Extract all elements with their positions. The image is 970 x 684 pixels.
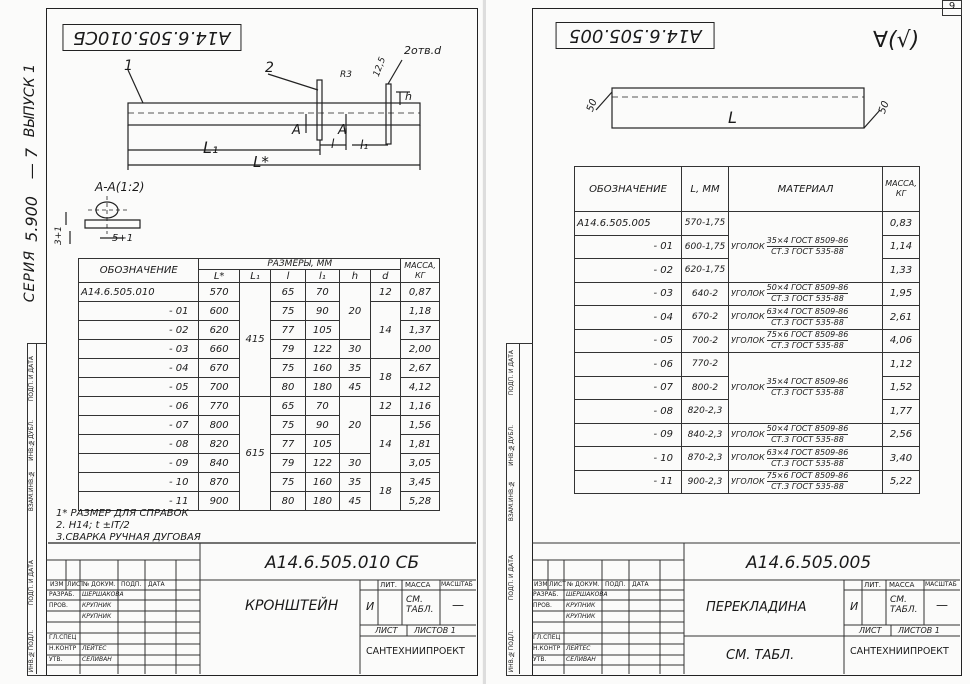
left-tb-head-5: ДАТА [148, 581, 165, 588]
cell-l: 79 [271, 340, 305, 359]
lh-L: L* [199, 270, 239, 283]
cell-d: 12 [370, 283, 400, 302]
cell-designation: - 10 [575, 447, 682, 471]
lh-dims: РАЗМЕРЫ, ММ [199, 259, 401, 270]
right-tb-head-3: № ДОКУМ. [567, 581, 600, 588]
cell-mass: 1,14 [883, 235, 920, 259]
cell-mass: 1,12 [883, 353, 920, 377]
left-tb-mass-val: СМ. ТАБЛ. [406, 595, 434, 615]
cell-l1: 180 [305, 378, 340, 397]
material-top: 50×4 ГОСТ 8509-86 [766, 283, 849, 293]
material-top: 35×4 ГОСТ 8509-86 [766, 236, 849, 246]
cell-l: 77 [271, 435, 305, 454]
cell-mass: 5,22 [883, 470, 920, 494]
right-table-row [575, 423, 920, 447]
callout-A2: A [338, 123, 347, 138]
left-strip-4: ПОДП. И ДАТА [28, 560, 35, 606]
right-tb-mass-val: СМ. ТАБЛ. [890, 595, 918, 615]
callout-2: 2 [265, 60, 274, 76]
cell-designation: - 05 [575, 329, 682, 353]
rh-mass: МАССА, КГ [883, 167, 920, 212]
right-table-row [575, 470, 920, 494]
cell-designation: - 03 [79, 340, 199, 359]
cell-designation: - 08 [79, 435, 199, 454]
right-tb-person-5: СЕЛИВАН [566, 656, 596, 663]
note-1: 1* РАЗМЕР ДЛЯ СПРАВОК [56, 508, 189, 519]
cell-designation: - 03 [575, 282, 682, 306]
cell-h: 20 [340, 397, 370, 454]
left-stamp-code: А14.6.505.010СБ [73, 27, 231, 48]
cell-l1: 160 [305, 473, 340, 492]
cell-L: 670-2 [682, 306, 729, 330]
left-tb-massa: МАССА [405, 581, 431, 589]
cell-mass: 1,77 [883, 400, 920, 424]
right-tb-person-4: ЛЕЙТЕС [566, 645, 591, 652]
right-strip-1: ВЗАМ.ИНВ.№ [508, 480, 515, 522]
left-tb-person-3: КРУПНИК [82, 613, 112, 620]
left-tb-listov: ЛИСТОВ 1 [414, 626, 456, 635]
cell-L: 640-2 [682, 282, 729, 306]
cell-mass: 1,16 [401, 397, 440, 416]
cell-h: 30 [340, 454, 370, 473]
right-tb-lit: ЛИТ. [864, 581, 882, 589]
cell-L: 620-1,75 [682, 259, 729, 283]
lh-l1: l₁ [305, 270, 340, 283]
cell-mass: 4,06 [883, 329, 920, 353]
left-tb-letter: И [366, 600, 375, 613]
cell-L: 820-2,3 [682, 400, 729, 424]
roughness-mark: ∀(√) [873, 28, 920, 53]
cell-mass: 1,56 [401, 416, 440, 435]
callout-l: l [331, 137, 335, 151]
right-tb-listov: ЛИСТОВ 1 [898, 626, 940, 635]
note-3: 3.СВАРКА РУЧНАЯ ДУГОВАЯ [56, 532, 201, 543]
cell-L: 770-2 [682, 353, 729, 377]
cell-designation: - 08 [575, 400, 682, 424]
lh-h: h [340, 270, 370, 283]
cell-designation: - 06 [575, 353, 682, 377]
cell-L: 800 [199, 416, 239, 435]
left-tb-scale-val: — [452, 598, 464, 612]
right-strip-4: ПОДП. И ДАТА [508, 555, 515, 601]
cell-l1: 105 [305, 435, 340, 454]
cell-L: 700-2 [682, 329, 729, 353]
cell-material [729, 447, 883, 471]
cell-d: 12 [370, 397, 400, 416]
callout-1: 1 [124, 58, 133, 74]
cell-l1: 90 [305, 416, 340, 435]
section-label: A-A(1:2) [95, 180, 145, 194]
cell-material [729, 353, 883, 424]
cell-L: 800-2 [682, 376, 729, 400]
cell-L: 570 [199, 283, 239, 302]
left-tb-role-1: РАЗРАБ. [49, 591, 75, 598]
lh-L1: L₁ [239, 270, 271, 283]
crossbar-angle [612, 88, 864, 128]
material-prefix: УГОЛОК [731, 382, 765, 392]
right-tb-material: СМ. ТАБЛ. [726, 648, 795, 663]
left-tb-org: САНТЕХНИИПРОЕКТ [366, 646, 465, 657]
right-tb-head-1: ИЗМ [534, 581, 548, 588]
right-table-row [575, 329, 920, 353]
series-dash: — 7 [22, 148, 41, 180]
material-prefix: УГОЛОК [731, 476, 765, 486]
cell-l: 65 [271, 283, 305, 302]
cell-designation: - 05 [79, 378, 199, 397]
material-bottom: СТ.3 ГОСТ 535-88 [771, 482, 844, 492]
callout-L1: L₁ [203, 138, 219, 157]
lh-designation: ОБОЗНАЧЕНИЕ [79, 259, 199, 283]
series-label: СЕРИЯ [22, 250, 38, 303]
callout-Lstar: L* [253, 153, 269, 171]
cell-designation: - 09 [575, 423, 682, 447]
right-strip-5: ИНВ.№ПОДЛ. [508, 630, 515, 673]
right-tb-head-2: ЛИСТ [549, 581, 566, 588]
left-strip-5: ИНВ.№ПОДЛ. [28, 630, 35, 673]
cell-designation: - 04 [575, 306, 682, 330]
cell-L: 840 [199, 454, 239, 473]
cell-l1: 180 [305, 492, 340, 511]
cell-mass: 2,56 [883, 423, 920, 447]
left-tb-lit: ЛИТ. [380, 581, 398, 589]
left-tb-code: А14.6.505.010 СБ [265, 553, 420, 573]
left-tb-person-5: СЕЛИВАН [82, 656, 112, 663]
rh-L: L, ММ [682, 167, 729, 212]
callout-r3: R3 [340, 70, 352, 80]
left-tb-role-2: ПРОВ. [49, 602, 68, 609]
cell-designation: - 02 [575, 259, 682, 283]
left-tb-head-4: ПОДП. [121, 581, 142, 588]
cell-designation: - 01 [575, 235, 682, 259]
right-tb-org: САНТЕХНИИПРОЕКТ [850, 646, 949, 657]
cell-l: 79 [271, 454, 305, 473]
cell-mass: 3,45 [401, 473, 440, 492]
cell-material [729, 470, 883, 494]
cell-mass: 0,87 [401, 283, 440, 302]
material-top: 50×4 ГОСТ 8509-86 [766, 424, 849, 434]
right-sheet [486, 0, 970, 684]
cell-mass: 3,40 [883, 447, 920, 471]
cell-h: 45 [340, 378, 370, 397]
cell-h: 20 [340, 283, 370, 340]
cell-h: 35 [340, 473, 370, 492]
callout-h: h [405, 90, 412, 103]
cell-material [729, 329, 883, 353]
note-2: 2. H14; t ±IT/2 [56, 520, 130, 531]
right-table-row [575, 282, 920, 306]
cell-h: 45 [340, 492, 370, 511]
cell-l: 75 [271, 416, 305, 435]
right-table-row [575, 212, 920, 236]
length-L: L [728, 108, 737, 127]
material-prefix: УГОЛОК [731, 288, 765, 298]
right-tb-masshtab: МАСШТАБ [925, 581, 957, 588]
right-tb-head-5: ДАТА [632, 581, 649, 588]
cell-designation: - 06 [79, 397, 199, 416]
lh-d: d [370, 270, 400, 283]
cell-mass: 2,00 [401, 340, 440, 359]
lh-l: l [271, 270, 305, 283]
lh-mass: МАССА, КГ [401, 259, 440, 283]
cell-l: 75 [271, 473, 305, 492]
cell-l: 75 [271, 302, 305, 321]
left-sheet [0, 0, 482, 684]
right-tb-letter: И [850, 600, 859, 613]
cell-L: 900 [199, 492, 239, 511]
right-tb-role-2: ПРОВ. [533, 602, 552, 609]
left-tb-head-1: ИЗМ [50, 581, 64, 588]
right-tb-person-1: ШЕРШАКОВА [566, 591, 608, 598]
cell-material [729, 212, 883, 283]
material-bottom: СТ.3 ГОСТ 535-88 [771, 388, 844, 398]
cell-L: 900-2,3 [682, 470, 729, 494]
left-strip-2: ИНВ.№ДУБЛ. [28, 420, 35, 461]
dim-5: 5+1 [112, 233, 134, 244]
material-top: 35×4 ГОСТ 8509-86 [766, 377, 849, 387]
angle-right: 50 [877, 99, 892, 116]
material-top: 75×6 ГОСТ 8509-86 [766, 471, 849, 481]
series-number: 5.900 [22, 196, 41, 242]
cell-l1: 122 [305, 454, 340, 473]
right-tb-person-3: КРУПНИК [566, 613, 596, 620]
left-tb-person-2: КРУПНИК [82, 602, 112, 609]
cell-material [729, 282, 883, 306]
cell-mass: 1,52 [883, 376, 920, 400]
right-stamp-code: А14.6.505.005 [569, 25, 702, 46]
material-bottom: СТ.3 ГОСТ 535-88 [771, 317, 844, 327]
left-tb-name: КРОНШТЕЙН [245, 598, 339, 614]
cell-d: 14 [370, 416, 400, 473]
material-bottom: СТ.3 ГОСТ 535-88 [771, 247, 844, 257]
cell-mass: 1,33 [883, 259, 920, 283]
cell-d: 14 [370, 302, 400, 359]
rh-material: МАТЕРИАЛ [729, 167, 883, 212]
left-tb-gip: ГЛ.СПЕЦ [49, 634, 77, 641]
angle-left: 50 [585, 97, 600, 114]
cell-l: 77 [271, 321, 305, 340]
left-tb-list: ЛИСТ [375, 626, 398, 635]
cell-mass: 1,18 [401, 302, 440, 321]
cell-mass: 2,61 [883, 306, 920, 330]
right-tb-scale-val: — [936, 598, 948, 612]
cell-l1: 70 [305, 283, 340, 302]
cell-l1: 90 [305, 302, 340, 321]
cell-designation: А14.6.505.010 [79, 283, 199, 302]
cell-l: 80 [271, 378, 305, 397]
cell-L: 670 [199, 359, 239, 378]
cell-L: 570-1,75 [682, 212, 729, 236]
cell-l1: 70 [305, 397, 340, 416]
right-tb-head-4: ПОДП. [605, 581, 626, 588]
material-bottom: СТ.3 ГОСТ 535-88 [771, 458, 844, 468]
page-number: 9 [948, 1, 956, 12]
right-tb-role-4: УТВ. [533, 656, 547, 663]
cell-designation: - 07 [79, 416, 199, 435]
right-spec-table [574, 166, 920, 494]
right-tb-name: ПЕРЕКЛАДИНА [706, 600, 807, 615]
cell-designation: - 11 [79, 492, 199, 511]
cell-designation: - 11 [575, 470, 682, 494]
material-bottom: СТ.3 ГОСТ 535-88 [771, 294, 844, 304]
cell-mass: 2,67 [401, 359, 440, 378]
material-bottom: СТ.3 ГОСТ 535-88 [771, 341, 844, 351]
left-tb-role-4: УТВ. [49, 656, 63, 663]
cell-L: 660 [199, 340, 239, 359]
cell-L: 700 [199, 378, 239, 397]
right-strip-3: ПОДП. И ДАТА [508, 350, 515, 396]
cell-L: 620 [199, 321, 239, 340]
right-strip-2: ИНВ.№ДУБЛ. [508, 425, 515, 466]
cell-designation: - 09 [79, 454, 199, 473]
right-tb-role-3: Н.КОНТР [533, 645, 561, 652]
right-tb-list: ЛИСТ [859, 626, 882, 635]
material-top: 75×6 ГОСТ 8509-86 [766, 330, 849, 340]
material-prefix: УГОЛОК [731, 335, 765, 345]
callout-l1: l₁ [360, 138, 369, 152]
cell-mass: 4,12 [401, 378, 440, 397]
cell-L: 820 [199, 435, 239, 454]
left-tb-person-4: ЛЕЙТЕС [82, 645, 107, 652]
material-prefix: УГОЛОК [731, 429, 765, 439]
cell-L1: 615 [239, 397, 271, 511]
cell-L: 600 [199, 302, 239, 321]
cell-mass: 3,05 [401, 454, 440, 473]
left-tb-head-3: № ДОКУМ. [83, 581, 116, 588]
cell-d: 18 [370, 473, 400, 511]
material-top: 63×4 ГОСТ 8509-86 [766, 306, 849, 316]
cell-L: 870-2,3 [682, 447, 729, 471]
cell-d: 18 [370, 359, 400, 397]
cell-L: 870 [199, 473, 239, 492]
cell-designation: А14.6.505.005 [575, 212, 682, 236]
right-table-row [575, 353, 920, 377]
right-tb-role-1: РАЗРАБ. [533, 591, 559, 598]
material-prefix: УГОЛОК [731, 312, 765, 322]
left-strip-1: ВЗАМ.ИНВ.№ [28, 470, 35, 512]
right-table-row [575, 306, 920, 330]
cell-l: 80 [271, 492, 305, 511]
right-tb-person-2: КРУПНИК [566, 602, 596, 609]
issue-label: ВЫПУСК 1 [22, 64, 38, 138]
left-tb-role-3: Н.КОНТР [49, 645, 77, 652]
cell-h: 30 [340, 340, 370, 359]
rh-designation: ОБОЗНАЧЕНИЕ [575, 167, 682, 212]
cell-L: 840-2,3 [682, 423, 729, 447]
cell-h: 35 [340, 359, 370, 378]
left-tb-person-1: ШЕРШАКОВА [82, 591, 124, 598]
cell-designation: - 02 [79, 321, 199, 340]
cell-L: 770 [199, 397, 239, 416]
left-strip-3: ПОДП. И ДАТА [28, 356, 35, 402]
material-prefix: УГОЛОК [731, 453, 765, 463]
callout-A: A [292, 123, 301, 138]
right-tb-massa: МАССА [889, 581, 915, 589]
cell-mass: 1,37 [401, 321, 440, 340]
cell-l: 65 [271, 397, 305, 416]
material-bottom: СТ.3 ГОСТ 535-88 [771, 435, 844, 445]
right-tb-code: А14.6.505.005 [746, 553, 872, 573]
material-top: 63×4 ГОСТ 8509-86 [766, 447, 849, 457]
material-prefix: УГОЛОК [731, 241, 765, 251]
callout-r12: 12,5 [371, 55, 389, 79]
cell-L1: 415 [239, 283, 271, 397]
cell-l1: 122 [305, 340, 340, 359]
cell-designation: - 04 [79, 359, 199, 378]
cell-material [729, 306, 883, 330]
left-tb-head-2: ЛИСТ [67, 581, 84, 588]
cell-material [729, 423, 883, 447]
right-table-row [575, 447, 920, 471]
dim-3: 3+1 [54, 226, 64, 245]
callout-holes: 2отв.d [404, 44, 442, 57]
cell-L: 600-1,75 [682, 235, 729, 259]
right-tb-gip: ГЛ.СПЕЦ [533, 634, 561, 641]
cell-designation: - 01 [79, 302, 199, 321]
cell-l1: 160 [305, 359, 340, 378]
cell-mass: 0,83 [883, 212, 920, 236]
cell-designation: - 07 [575, 376, 682, 400]
cell-mass: 1,95 [883, 282, 920, 306]
cell-designation: - 10 [79, 473, 199, 492]
cell-mass: 1,81 [401, 435, 440, 454]
cell-l: 75 [271, 359, 305, 378]
left-tb-masshtab: МАСШТАБ [441, 581, 473, 588]
cell-mass: 5,28 [401, 492, 440, 511]
cell-l1: 105 [305, 321, 340, 340]
